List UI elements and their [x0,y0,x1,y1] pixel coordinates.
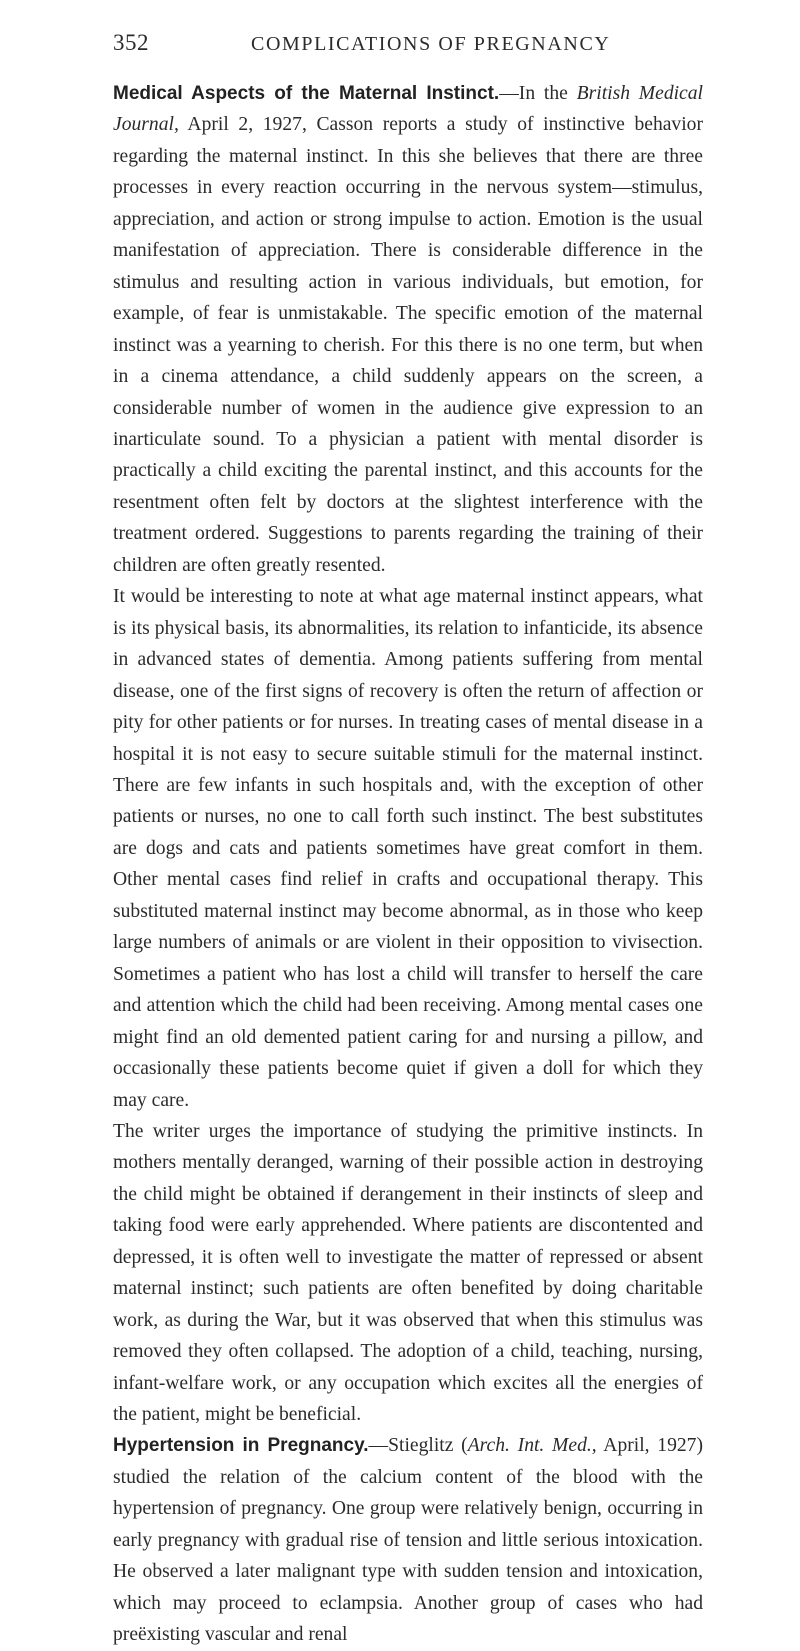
paragraph-maternal-instinct-1 [113,78,703,581]
journal-name: Arch. Int. Med., [467,1435,597,1457]
running-head: COMPLICATIONS OF PREGNANCY [251,33,611,55]
paragraph-text: April 2, 1927, Casson reports a study of instinctive behavior regarding the maternal instinct. In this she believes that there are three processes in every reaction occurring in the nervous system—stimulus, appreciation, and action or strong impulse to action. Emotion is the usual manifestation of appreciation. There is considerable difference in the stimulus and resulting action in various individuals, but emotion, for example, of fear is unmistakable. The specific emotion of the maternal instinct was a yearning to cherish. For this there is no one term, but when in a cinema attendance, a child suddenly appears on the screen, a considerable number of women in the audience give expression to an inarticulate sound. To a physician a patient with mental disorder is practically a child exciting the parental instinct, and this accounts for the resentment often felt by doctors at the slightest interference with the treatment ordered. Suggestions to parents regarding the training of their children are often greatly resented. [113,114,703,576]
section-title-maternal-instinct: Medical Aspects of the Maternal Instinct. [113,83,500,104]
paragraph-maternal-instinct-2: It would be interesting to note at what age maternal instinct appears, what is its physical basis, its abnormalities, its relation to infanticide, its absence in advanced states of dementia. Among patients suffering from mental disease, one of the first signs of recovery is often the return of affection or pity for other patients or for nurses. In treating cases of mental disease in a hospital it is not easy to secure suitable stimuli for the maternal instinct. There are few infants in such hospitals and, with the exception of other patients or nurses, no one to call forth such instinct. The best substitutes are dogs and cats and patients sometimes have great comfort in them. Other mental cases find relief in crafts and occupational therapy. This substituted maternal instinct may become abnormal, as in those who keep large numbers of animals or are violent in their opposition to vivisection. Sometimes a patient who has lost a child will transfer to herself the care and attention which the child had been receiving. Among mental cases one might find an old demented patient caring for and nursing a pillow, and occasionally these patients become quiet if given a doll for which they may care. [113,586,703,1111]
title-dash: — [499,83,519,104]
paragraph-text: April, 1927) studied the relation of the calcium content of the blood with the hypertension of pregnancy. One group were relatively benign, occurring in early pregnancy with gradual rise of tension and little serious intoxication. He observed a later malignant type with sudden tension and intoxication, which may proceed to eclampsia. Another group of cases who had preëxisting vascular and renal [113,1435,704,1646]
body-text [113,78,703,1651]
page-header [113,30,698,64]
title-dash: — [368,1435,389,1457]
section-title-hypertension: Hypertension in Pregnancy. [113,1435,369,1457]
page-number: 352 [113,30,149,55]
paragraph-lead: Stieglitz ( [388,1435,468,1457]
paragraph-lead: In the [518,83,577,104]
paragraph-hypertension [113,1430,703,1650]
paragraph-maternal-instinct-3: The writer urges the importance of studying the primitive instincts. In mothers mentally deranged, warning of their possible action in destroying the child might be obtained if derangement in their instincts of sleep and taking food were early apprehended. Where patients are discontented and depressed, it is often well to investigate the matter of repressed or absent maternal instinct; such patients are often benefited by doing charitable work, as during the War, but it was observed that when this stimulus was removed they often collapsed. The adoption of a child, teaching, nursing, infant-welfare work, or any occupation which excites all the energies of the patient, might be beneficial. [113,1120,703,1426]
journal-name: British Medical Journal, [113,83,703,136]
